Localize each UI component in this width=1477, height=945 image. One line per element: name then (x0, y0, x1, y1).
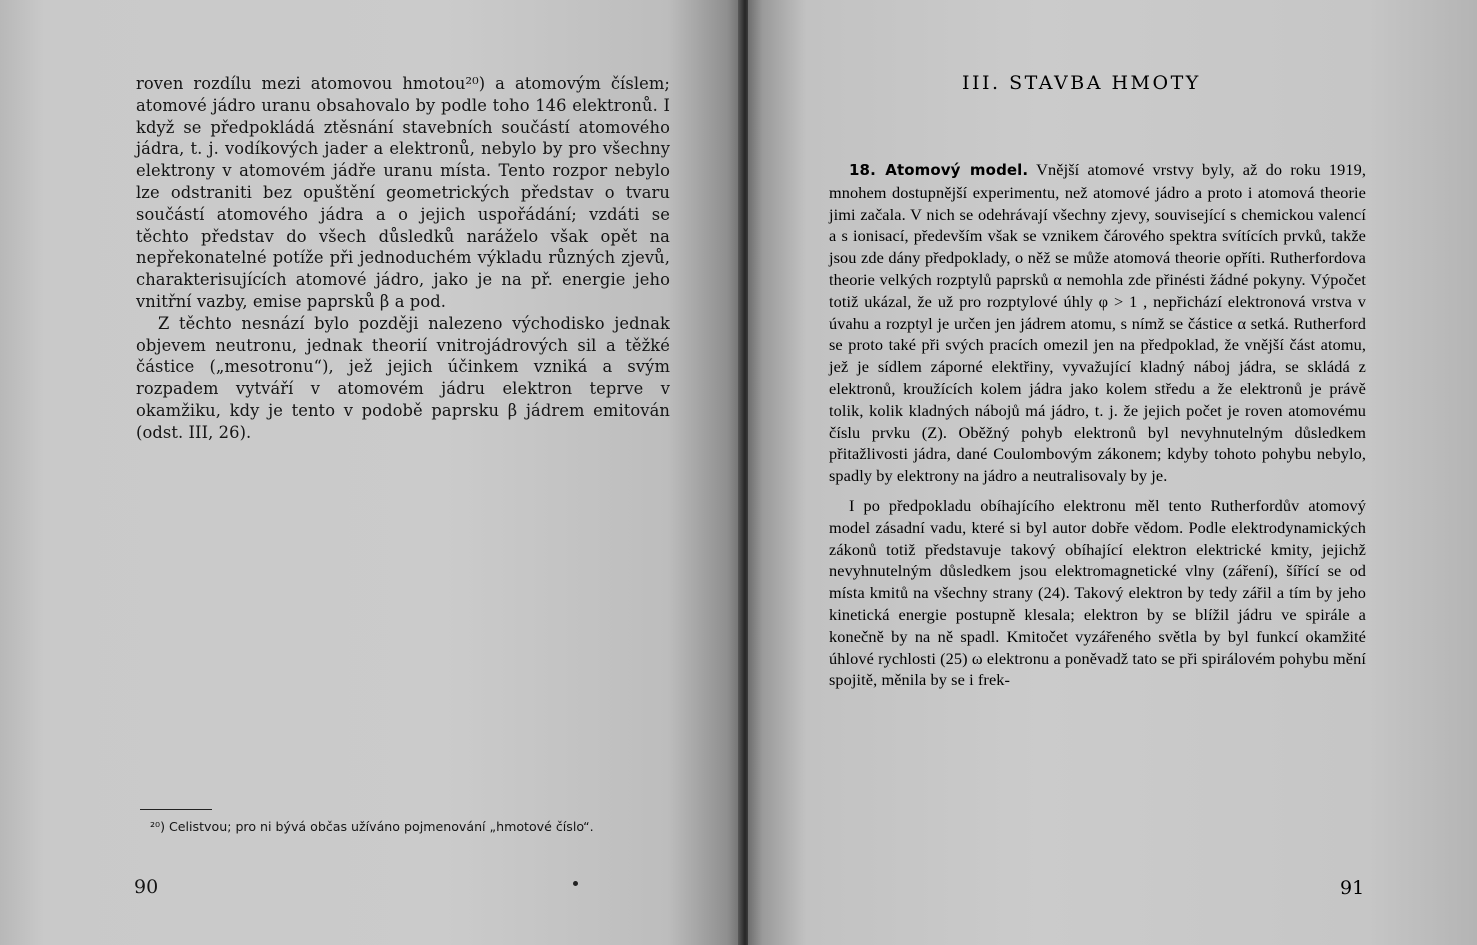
left-paragraph-1: roven rozdílu mezi atomovou hmotou²⁰) a atomovým číslem; atomové jádro uranu obsahovalo by podle toho 146 elektronů. I když se předpokládá ztěsnání stavebních součástí atomového jádra, t. j. vodíkových jader a elektronů, nebylo by pro všechny elektrony v atomovém jádře uranu místa. Tento rozpor nebylo lze odstraniti bez opuštění geometrických představ o tvaru součástí atomového jádra a o jejich uspořádání; vzdáti se těchto představ do všech důsledků naráželo však opět na nepřekonatelné potíže při jednoduchém výkladu různých zjevů, charakterisujících atomové jádro, jako je na př. energie jeho vnitřní vazby, emise paprsků β a pod. (136, 74, 670, 311)
footnote: ²⁰) Celistvou; pro ni bývá občas užíváno pojmenování „hmotové číslo“. (150, 819, 594, 834)
footnote-rule (140, 809, 212, 810)
right-paragraph-1 (829, 159, 1366, 487)
speck-mark (573, 881, 578, 886)
right-paragraph-2: I po předpokladu obíhajícího elektronu měl tento Rutherfordův atomový model zásadní vadu, které si byl autor dobře vědom. Podle elektrodynamických zákonů totiž představuje takový obíhající elektron elektrické kmity, jejichž nevyhnutelným důsledkem jsou elektromagnetické vlny (záření), šířící se od místa kmitů na všechny strany (24). Takový elektron by tedy zářil a tím by jeho kinetická energie postupně klesala; elektron by se blížil jádru ve spirále a konečně by na ně spadl. Kmitočet vyzářeného světla by byl funkcí okamžité úhlové rychlosti (25) ω elektronu a poněvadž tato se při spirálovém pohybu mění spojitě, měnila by se i frek- (829, 495, 1366, 690)
left-paragraph-2: Z těchto nesnází bylo později nalezeno východisko jednak objevem neutronu, jednak theorií vnitrojádrových sil a těžké částice („mesotronu“), jež jejich účinkem vzniká a svým rozpadem vytváří v atomovém jádru elektron teprve v okamžiku, kdy je tento v podobě paprsku β jádrem emitován (odst. III, 26). (136, 313, 670, 442)
page-number-right: 91 (1340, 877, 1365, 899)
page-number-left: 90 (134, 876, 159, 898)
section-heading: 18. Atomový model. (849, 161, 1029, 179)
right-paragraph-1-text: Vnější atomové vrstvy byly, až do roku 1919, mnohem dostupnější experimentu, než atomové jádro a proto i atomová theorie jimi začala. V nich se odehrávají všechny zjevy, související s chemickou valencí a s ionisací, především však se vznikem čárového spektra svítících prvků, takže jsou zde dány předpoklady, o něž se může atomová theorie opříti. Rutherfordova theorie velkých rozptylů paprsků α nemohla zde přinésti žádné pokyny. Výpočet totiž ukázal, že už pro rozptylové úhly φ > 1 , nepřichází elektronová vrstva v úvahu a rozptyl je určen jen jádrem atomu, s nímž se částice α setká. Rutherford se proto také při svých pracích omezil jen na předpoklad, že vnější část atomu, jež je sídlem záporné elektřiny, vyvažující kladný náboj jádra, se skládá z elektronů, kroužících kolem jádra jako kolem středu a že elektronů je právě tolik, kolik kladných nábojů má jádro, t. j. že jejich počet je roven atomovému číslu prvku (Z). Oběžný pohyb elektronů byl nevyhnutelným důsledkem přitažlivosti jádra, dané Coulombovým zákonem; kdyby tohoto pohybu nebylo, spadly by elektrony na jádro a neutralisovaly by je. (829, 160, 1366, 486)
left-page-body (136, 73, 670, 444)
running-head: III. STAVBA HMOTY (962, 72, 1201, 94)
right-page-body (829, 159, 1366, 691)
